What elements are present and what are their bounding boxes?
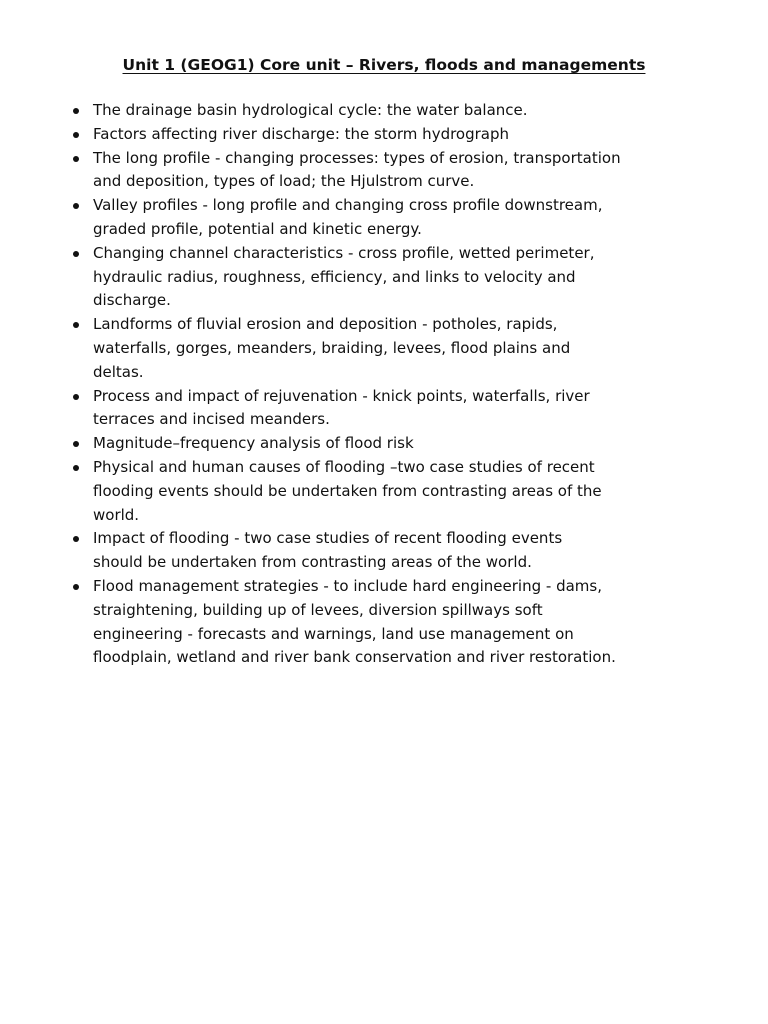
topic-item-river-discharge: Factors affecting river discharge: the storm hydrograph bbox=[70, 123, 710, 147]
topic-item-flooding-causes: Physical and human causes of flooding –two case studies of recent flooding events should be undertaken from contrasting areas of the world. bbox=[70, 456, 710, 527]
topic-item-drainage-basin: The drainage basin hydrological cycle: the water balance. bbox=[70, 99, 710, 123]
topic-item-rejuvenation: Process and impact of rejuvenation - knick points, waterfalls, river terraces and incised meanders. bbox=[70, 385, 710, 433]
topic-list bbox=[70, 99, 710, 670]
topic-item-magnitude-frequency: Magnitude–frequency analysis of flood risk bbox=[70, 432, 710, 456]
topic-item-landforms: Landforms of fluvial erosion and deposition - potholes, rapids, waterfalls, gorges, meanders, braiding, levees, flood plains and deltas. bbox=[70, 313, 710, 384]
topic-item-flooding-impact: Impact of flooding - two case studies of recent flooding events should be undertaken from contrasting areas of the world. bbox=[70, 527, 710, 575]
topic-item-valley-profiles: Valley profiles - long profile and changing cross profile downstream, graded profile, potential and kinetic energy. bbox=[70, 194, 710, 242]
topic-item-flood-management: Flood management strategies - to include hard engineering - dams, straightening, building up of levees, diversion spillways soft engineering - forecasts and warnings, land use management on floodplain, wetland and river bank conservation and river restoration. bbox=[70, 575, 710, 670]
document-title: Unit 1 (GEOG1) Core unit – Rivers, floods and managements bbox=[122, 56, 646, 74]
topic-item-long-profile: The long profile - changing processes: types of erosion, transportation and deposition, types of load; the Hjulstrom curve. bbox=[70, 147, 710, 195]
topic-item-channel-characteristics: Changing channel characteristics - cross profile, wetted perimeter, hydraulic radius, roughness, efficiency, and links to velocity and discharge. bbox=[70, 242, 710, 313]
